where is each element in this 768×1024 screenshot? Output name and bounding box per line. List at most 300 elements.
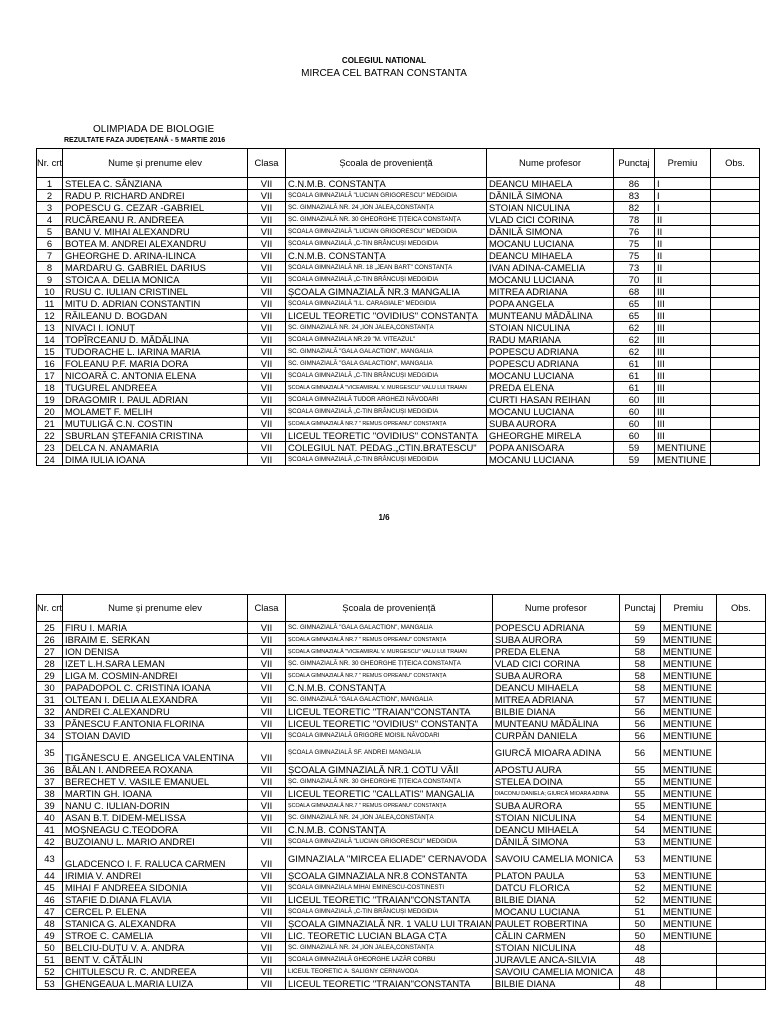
cell-teacher: MOCANU LUCIANA [487,238,614,250]
cell-obs [716,682,765,694]
cell-nr: 42 [37,836,63,848]
cell-teacher: SUBA AURORA [492,634,619,646]
cell-student-name: BELCIU-DUȚU V. A. ANDRA [63,942,248,954]
cell-obs [711,322,760,334]
cell-score: 59 [619,634,660,646]
cell-prize [660,966,716,978]
cell-student-name: BERECHET V. VASILE EMANUEL [63,776,248,788]
cell-teacher: VLAD CICI CORINA [492,658,619,670]
cell-class: VII [248,824,286,836]
cell-class: VII [248,978,286,990]
cell-student-name: ANDREI C.ALEXANDRU [63,706,248,718]
cell-prize: MENTIUNE [660,730,716,742]
cell-score: 48 [619,966,660,978]
table-row [37,214,760,226]
cell-school: ȘCOALA GIMNAZIALĂ „C-TIN BRÂNCUȘI MEDGIDIA [286,370,487,382]
cell-score: 65 [614,310,655,322]
cell-teacher: GIURCĂ MIOARA ADINA [492,742,619,764]
cell-teacher: POPESCU ADRIANA [487,346,614,358]
table-row [37,706,766,718]
cell-obs [716,646,765,658]
cell-student-name: MOȘNEAGU C.TEODORA [63,824,248,836]
cell-prize: III [655,406,711,418]
cell-school: GIMNAZIALA "MIRCEA ELIADE" CERNAVODA [286,848,493,870]
cell-school: LICEUL TEORETIC "TRAIAN"CONSTANTA [286,978,493,990]
cell-school: SC. GIMNAZIALĂ "GALA GALACTION", MANGALIA [286,622,493,634]
cell-score: 54 [619,824,660,836]
cell-teacher: VLAD CICI CORINA [487,214,614,226]
cell-school: LICEUL TEORETIC "OVIDIUS" CONSTANȚA [286,430,487,442]
cell-nr: 16 [37,358,63,370]
cell-nr: 43 [37,848,63,870]
cell-obs [716,906,765,918]
table-row [37,742,766,764]
cell-nr: 48 [37,918,63,930]
cell-nr: 9 [37,274,63,286]
cell-school: ȘCOALA GIMNAZIALĂ NR.7 " REMUS OPREANU" CONSTANȚA [286,670,493,682]
cell-teacher: POPA ANGELA [487,298,614,310]
table-row [37,310,760,322]
table-row [37,870,766,882]
table-row [37,454,760,466]
cell-student-name: MITU D. ADRIAN CONSTANTIN [63,298,248,310]
cell-class: VII [248,882,286,894]
cell-prize: I [655,190,711,202]
table-row [37,358,760,370]
cell-student-name: CERCEL P. ELENA [63,906,248,918]
cell-score: 58 [619,658,660,670]
cell-school: ȘC. GIMNAZIALĂ NR. 24 „ION JALEA„CONSTANȚA [286,812,493,824]
cell-student-name: STELEA C. SÂNZIANA [63,178,248,190]
cell-prize: MENTIUNE [660,918,716,930]
cell-prize: MENTIUNE [660,776,716,788]
cell-student-name: NANU C. IULIAN-DORIN [63,800,248,812]
cell-score: 50 [619,918,660,930]
cell-nr: 10 [37,286,63,298]
table-row [37,298,760,310]
cell-school: ȘCOALA GIMNAZIALĂ GRIGORE MOISIL NĂVODARI [286,730,493,742]
cell-school: ȘCOALA GIMNAZIALĂ SF. ANDREI MANGALIA [286,742,493,764]
cell-student-name: FOLEANU P.F. MARIA DORA [63,358,248,370]
table-row [37,238,760,250]
col-name-header: Nume și prenume elev [63,149,248,178]
table-row [37,634,766,646]
table-row [37,202,760,214]
cell-prize: MENTIUNE [660,800,716,812]
table-row [37,718,766,730]
cell-student-name: ASAN B.T. DIDEM-MELISSA [63,812,248,824]
table-row [37,250,760,262]
cell-obs [711,226,760,238]
cell-class: VII [248,406,286,418]
cell-obs [711,454,760,466]
cell-school: ȘCOALA GIMNAZIALĂ NR. 1 VALU LUI TRAIAN [286,918,493,930]
results-table-page-1 [36,148,760,466]
cell-score: 61 [614,370,655,382]
cell-school: ȘC. GIMNAZIALĂ NR. 24 „ION JALEA„CONSTANȚA [286,942,493,954]
cell-obs [716,764,765,776]
cell-score: 82 [614,202,655,214]
cell-nr: 25 [37,622,63,634]
cell-obs [711,382,760,394]
cell-nr: 39 [37,800,63,812]
cell-obs [716,882,765,894]
cell-school: COLEGIUL NAT. PEDAG.„CTIN.BRATESCU" [286,442,487,454]
cell-nr: 35 [37,742,63,764]
cell-student-name: DELCA N. ANAMARIA [63,442,248,454]
cell-school: LIC. TEORETIC LUCIAN BLAGA CȚA [286,930,493,942]
cell-obs [711,358,760,370]
cell-student-name: BANU V. MIHAI ALEXANDRU [63,226,248,238]
col-prize-header: Premiu [660,595,716,622]
cell-student-name: DIMA IULIA IOANA [63,454,248,466]
cell-class: VII [248,454,286,466]
cell-prize: MENTIUNE [660,670,716,682]
cell-teacher: DEANCU MIHAELA [487,178,614,190]
cell-school: ȘCOALA GIMNAZIALĂ „C-TIN BRÂNCUȘI MEDGIDIA [286,274,487,286]
cell-class: VII [248,358,286,370]
table-row [37,682,766,694]
cell-score: 61 [614,382,655,394]
col-class-header: Clasa [248,149,286,178]
cell-class: VII [248,298,286,310]
cell-school: LICEUL TEORETIC "OVIDIUS" CONSTANȚA [286,718,493,730]
cell-prize: III [655,334,711,346]
cell-school: ȘCOALA GIMNAZIALA NR.29 "M. VITEAZUL" [286,334,487,346]
cell-class: VII [248,346,286,358]
cell-teacher: DATCU FLORICA [492,882,619,894]
cell-score: 48 [619,954,660,966]
table-row [37,882,766,894]
cell-teacher: CURPĂN DANIELA [492,730,619,742]
cell-score: 56 [619,718,660,730]
cell-score: 68 [614,286,655,298]
cell-student-name: MUTULIGĂ C.N. COSTIN [63,418,248,430]
table-row [37,178,760,190]
cell-nr: 28 [37,658,63,670]
cell-class: VII [248,800,286,812]
cell-teacher: MOCANU LUCIANA [492,906,619,918]
results-subtitle: REZULTATE FAZA JUDEȚEANĂ - 5 MARTIE 2016 [64,137,226,144]
cell-class: VII [248,942,286,954]
cell-nr: 45 [37,882,63,894]
cell-prize: III [655,430,711,442]
cell-teacher: POPESCU ADRIANA [487,358,614,370]
cell-class: VII [248,918,286,930]
cell-school: ȘCOALA GIMNAZIALĂ "LUCIAN GRIGORESCU" MEDGIDIA [286,836,493,848]
cell-score: 59 [614,454,655,466]
cell-student-name: PĂNESCU F.ANTONIA FLORINA [63,718,248,730]
cell-school: C.N.M.B. CONSTANȚA [286,178,487,190]
cell-prize: II [655,262,711,274]
cell-school: ȘC. GIMNAZIALĂ NR. 24 „ION JALEA„CONSTANȚA [286,322,487,334]
cell-teacher: CURTI HASAN REIHAN [487,394,614,406]
cell-prize: MENTIUNE [660,836,716,848]
cell-teacher: STOIAN NICULINA [492,942,619,954]
page-number: 1/6 [378,513,390,522]
cell-student-name: MARDARU G. GABRIEL DARIUS [63,262,248,274]
cell-student-name: CHITULESCU R. C. ANDREEA [63,966,248,978]
table-row [37,788,766,800]
cell-nr: 18 [37,382,63,394]
cell-score: 58 [619,646,660,658]
cell-score: 60 [614,430,655,442]
table-row [37,730,766,742]
cell-teacher: STOIAN NICULINA [487,202,614,214]
cell-prize: MENTIUNE [660,694,716,706]
cell-class: VII [248,394,286,406]
cell-class: VII [248,742,286,764]
cell-obs [711,370,760,382]
cell-class: VII [248,430,286,442]
cell-score: 60 [614,394,655,406]
cell-class: VII [248,202,286,214]
cell-prize: MENTIUNE [660,764,716,776]
cell-nr: 7 [37,250,63,262]
cell-nr: 53 [37,978,63,990]
cell-student-name: MIHAI F ANDREEA SIDONIA [63,882,248,894]
cell-class: VII [248,906,286,918]
cell-class: VII [248,238,286,250]
cell-nr: 15 [37,346,63,358]
cell-score: 56 [619,706,660,718]
cell-school: ȘCOALA GIMNAZIALĂ „C-TIN BRÂNCUȘI MEDGIDIA [286,238,487,250]
cell-obs [711,430,760,442]
table-row [37,190,760,202]
cell-class: VII [248,706,286,718]
col-nr-header: Nr. crt [37,595,63,622]
table-row [37,812,766,824]
cell-class: VII [248,658,286,670]
cell-school: SC. GIMNAZIALĂ "GALA GALACTION", MANGALIA [286,694,493,706]
cell-obs [716,670,765,682]
cell-school: ȘCOALA GIMNAZIALĂ "I.L. CARAGIALE" MEDGIDIA [286,298,487,310]
cell-teacher: APOSTU AURA [492,764,619,776]
table-row [37,334,760,346]
cell-class: VII [248,262,286,274]
cell-student-name: RUSU C. IULIAN CRISTINEL [63,286,248,298]
cell-school: ȘCOALA GIMNAZIALĂ GHEORGHE LAZĂR CORBU [286,954,493,966]
cell-prize: MENTIUNE [660,870,716,882]
cell-score: 55 [619,776,660,788]
cell-score: 75 [614,250,655,262]
cell-obs [716,718,765,730]
table-row [37,848,766,870]
cell-class: VII [248,274,286,286]
cell-nr: 49 [37,930,63,942]
cell-teacher: STOIAN NICULINA [487,322,614,334]
table-row [37,658,766,670]
col-school-header: Școala de proveniență [286,595,493,622]
cell-obs [711,214,760,226]
cell-school: ȘC. GIMNAZIALĂ NR. 30 GHEORGHE ȚIȚEICA CONSTANȚA [286,214,487,226]
table-row [37,430,760,442]
cell-class: VII [248,190,286,202]
cell-class: VII [248,848,286,870]
cell-score: 73 [614,262,655,274]
cell-prize [660,978,716,990]
col-obs-header: Obs. [711,149,760,178]
cell-obs [711,310,760,322]
cell-nr: 21 [37,418,63,430]
cell-nr: 34 [37,730,63,742]
cell-prize: I [655,202,711,214]
cell-score: 52 [619,894,660,906]
cell-score: 56 [619,742,660,764]
cell-obs [711,178,760,190]
cell-prize: MENTIUNE [660,682,716,694]
cell-student-name: STROE C. CAMELIA [63,930,248,942]
cell-student-name: GHEORGHE D. ARINA-ILINCA [63,250,248,262]
cell-score: 51 [619,906,660,918]
cell-nr: 44 [37,870,63,882]
cell-teacher: PREDA ELENA [492,646,619,658]
col-obs-header: Obs. [716,595,765,622]
table-row [37,286,760,298]
school-name: MIRCEA CEL BATRAN CONSTANTA [301,68,467,79]
cell-obs [716,694,765,706]
cell-score: 75 [614,238,655,250]
cell-student-name: GHENGEAUA L.MARIA LUIZA [63,978,248,990]
cell-score: 70 [614,274,655,286]
cell-prize: III [655,382,711,394]
cell-nr: 36 [37,764,63,776]
cell-prize: II [655,274,711,286]
cell-obs [716,836,765,848]
cell-obs [716,870,765,882]
table-row [37,322,760,334]
cell-teacher: SUBA AURORA [492,670,619,682]
table-row [37,836,766,848]
cell-score: 55 [619,800,660,812]
cell-student-name: FIRU I. MARIA [63,622,248,634]
cell-teacher: MOCANU LUCIANA [487,274,614,286]
col-school-header: Școala de proveniență [286,149,487,178]
cell-obs [711,274,760,286]
cell-score: 48 [619,978,660,990]
cell-school: ȘC. GIMNAZIALĂ NR. 30 GHEORGHE ȚIȚEICA CONSTANȚA [286,776,493,788]
cell-nr: 5 [37,226,63,238]
cell-teacher: DEANCU MIHAELA [492,824,619,836]
cell-prize: II [655,238,711,250]
cell-class: VII [248,382,286,394]
cell-score: 52 [619,882,660,894]
cell-score: 60 [614,406,655,418]
cell-teacher: RADU MARIANA [487,334,614,346]
cell-obs [716,824,765,836]
cell-score: 86 [614,178,655,190]
table-row [37,226,760,238]
cell-student-name: GLADCENCO I. F. RALUCA CARMEN [63,848,248,870]
cell-student-name: TOPÎRCEANU D. MĂDĂLINA [63,334,248,346]
cell-school: LICEUL TEORETIC "OVIDIUS" CONSTANȚA [286,310,487,322]
cell-prize: III [655,298,711,310]
cell-teacher: DIACONU DANIELA; GIURCĂ MIOARA ADINA [492,788,619,800]
table-row [37,978,766,990]
cell-prize: MENTIUNE [655,454,711,466]
cell-class: VII [248,718,286,730]
cell-nr: 23 [37,442,63,454]
cell-teacher: GHEORGHE MIRELA [487,430,614,442]
cell-obs [716,776,765,788]
cell-class: VII [248,322,286,334]
cell-student-name: STAFIE D.DIANA FLAVIA [63,894,248,906]
cell-student-name: STANICA G. ALEXANDRA [63,918,248,930]
cell-nr: 1 [37,178,63,190]
cell-school: ȘCOALA GIMNAZIALA NR.8 CONSTANTA [286,870,493,882]
cell-obs [711,394,760,406]
cell-nr: 19 [37,394,63,406]
cell-teacher: DĂNILĂ SIMONA [492,836,619,848]
cell-prize: MENTIUNE [660,812,716,824]
cell-nr: 24 [37,454,63,466]
cell-obs [716,812,765,824]
cell-class: VII [248,954,286,966]
cell-class: VII [248,694,286,706]
cell-score: 62 [614,346,655,358]
table-row [37,418,760,430]
cell-student-name: NIVACI I. IONUȚ [63,322,248,334]
cell-score: 61 [614,358,655,370]
cell-obs [716,966,765,978]
cell-class: VII [248,310,286,322]
cell-school: ȘCOALA GIMNAZIALĂ NR.7 " REMUS OPREANU" CONSTANȚA [286,634,493,646]
cell-student-name: PAPADOPOL C. CRISTINA IOANA [63,682,248,694]
col-score-header: Punctaj [614,149,655,178]
table-row [37,776,766,788]
cell-class: VII [248,966,286,978]
table-row [37,394,760,406]
cell-student-name: TUGUREL ANDREEA [63,382,248,394]
cell-nr: 12 [37,310,63,322]
cell-nr: 6 [37,238,63,250]
cell-obs [711,262,760,274]
table-row [37,930,766,942]
cell-school: ȘCOALA GIMNAZIALĂ „C-TIN BRÂNCUȘI MEDGIDIA [286,406,487,418]
table-row [37,800,766,812]
cell-class: VII [248,764,286,776]
table-row [37,406,760,418]
cell-class: VII [248,622,286,634]
cell-school: ȘCOALA GIMNAZIALĂ TUDOR ARGHEZI NĂVODARI [286,394,487,406]
cell-school: ȘCOALA GIMNAZIALĂ NR.7 " REMUS OPREANU" CONSTANȚA [286,418,487,430]
cell-student-name: RĂILEANU D. BOGDAN [63,310,248,322]
cell-prize: III [655,370,711,382]
cell-student-name: ȚIGĂNESCU E. ANGELICA VALENTINA [63,742,248,764]
cell-obs [716,742,765,764]
cell-nr: 14 [37,334,63,346]
cell-class: VII [248,634,286,646]
cell-school: LICEUL TEORETIC "TRAIAN"CONSTANTA [286,706,493,718]
cell-teacher: JURAVLE ANCA-SILVIA [492,954,619,966]
cell-obs [711,202,760,214]
cell-score: 76 [614,226,655,238]
table-row [37,382,760,394]
cell-student-name: ION DENISA [63,646,248,658]
cell-prize: MENTIUNE [660,742,716,764]
cell-class: VII [248,442,286,454]
col-teacher-header: Nume profesor [492,595,619,622]
cell-teacher: MOCANU LUCIANA [487,406,614,418]
cell-class: VII [248,670,286,682]
cell-score: 59 [619,622,660,634]
cell-prize: III [655,310,711,322]
cell-obs [716,848,765,870]
cell-teacher: BILBIE DIANA [492,894,619,906]
cell-student-name: STOIAN DAVID [63,730,248,742]
cell-class: VII [248,286,286,298]
cell-prize [660,942,716,954]
